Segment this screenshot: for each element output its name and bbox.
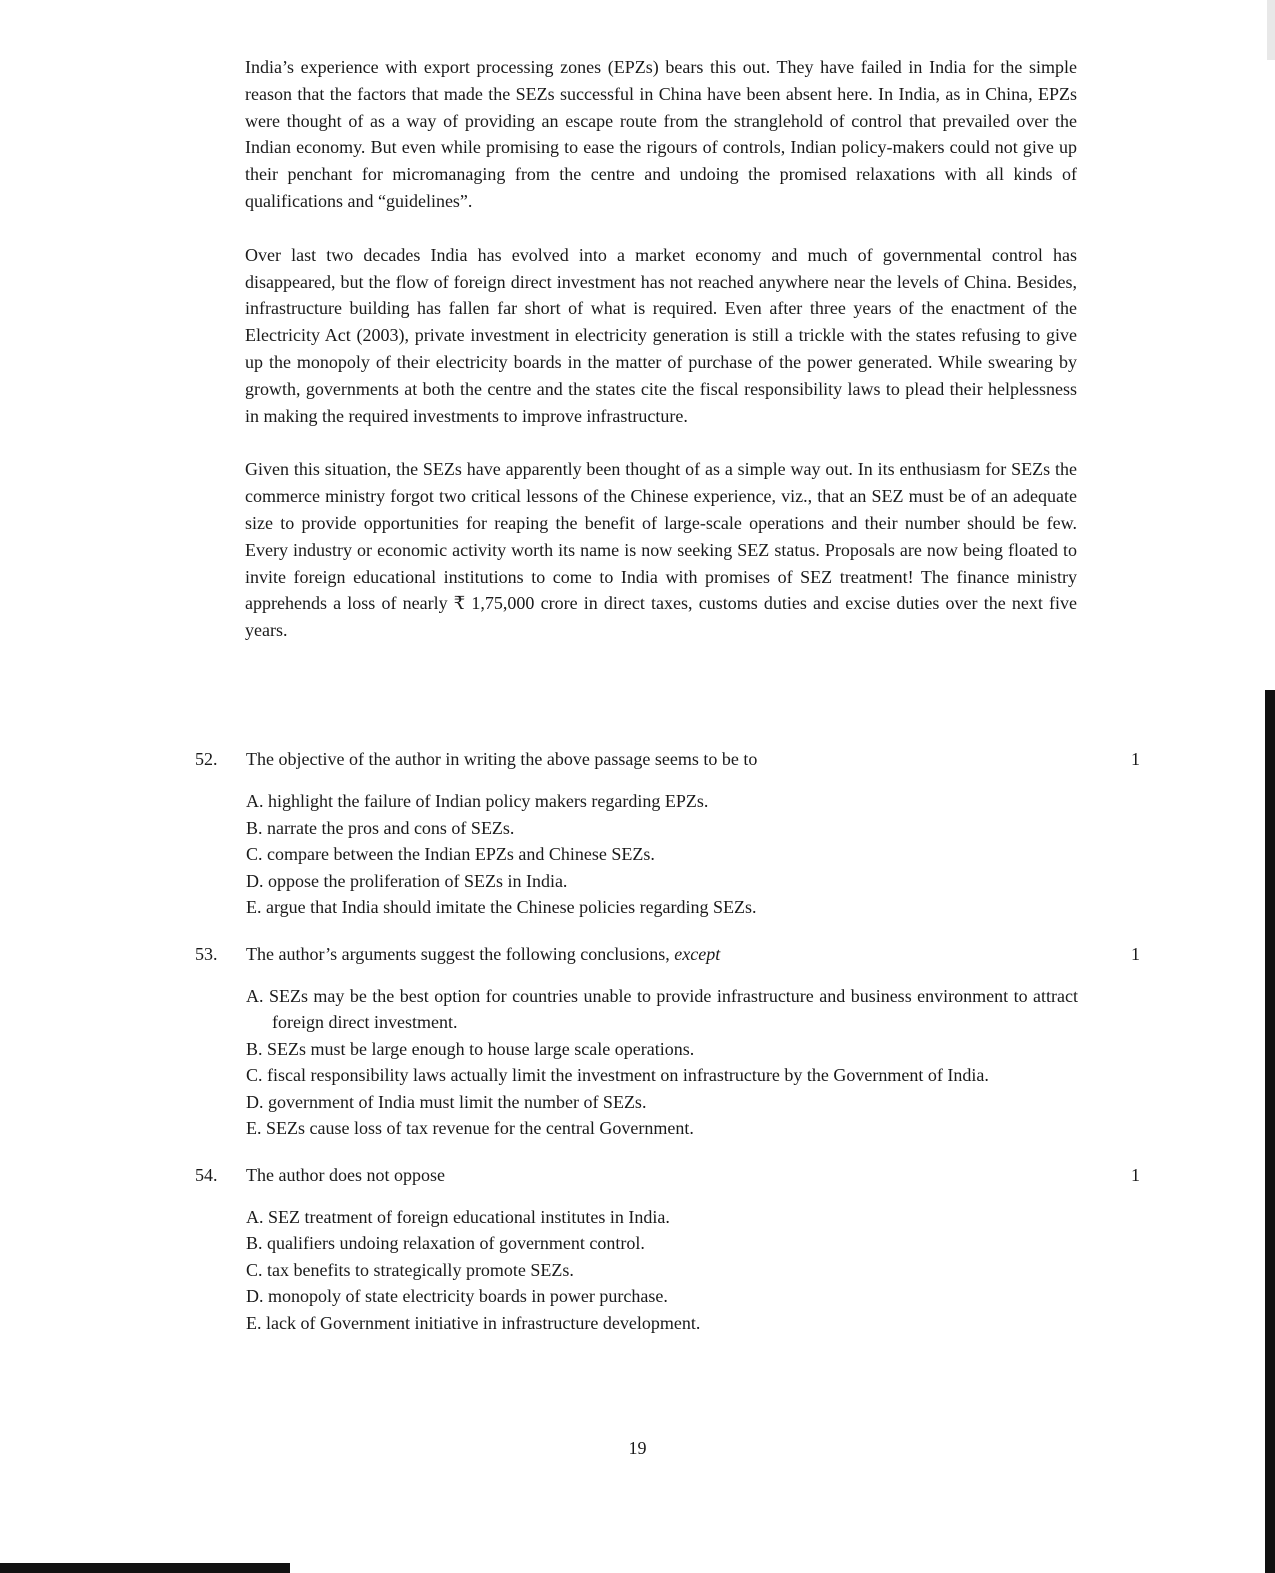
option-e: E. lack of Government initiative in infrastructure development. [246, 1312, 701, 1333]
passage-paragraph-2: Over last two decades India has evolved into a market economy and much of governmental control has disappeared, but the flow of foreign direct investment has not reached anywhere near the levels of China. Besides, infrastructure building has fallen far short of what is required. Even after three years of the enactment of the Electricity Act (2003), private investment in electricity generation is still a trickle with the states refusing to give up the monopoly of their electricity boards in the matter of purchase of the power generated. While swearing by growth, governments at both the centre and the states cite the fiscal responsibility laws to plead their helplessness in making the required investments to improve infrastructure. [245, 244, 1077, 426]
question-text: The author does not oppose [246, 1164, 445, 1185]
option-c: C. compare between the Indian EPZs and Chinese SEZs. [246, 844, 655, 864]
question-list [195, 744, 1145, 1354]
option-list [246, 983, 1078, 1142]
question-marks: 1 [1131, 1164, 1140, 1185]
question-54 [195, 1160, 1145, 1337]
question-marks: 1 [1131, 749, 1140, 769]
option-d: D. oppose the proliferation of SEZs in India. [246, 870, 568, 891]
scan-border-right [1265, 690, 1275, 1573]
option-d: D. monopoly of state electricity boards in power purchase. [246, 1286, 668, 1306]
option-b: B. qualifiers undoing relaxation of government control. [246, 1233, 645, 1253]
option-a: A. SEZs may be the best option for countries unable to provide infrastructure and business environment to attract foreign direct investment. [246, 985, 1078, 1032]
option-list [246, 788, 1078, 921]
question-text: The objective of the author in writing the above passage seems to be to [246, 749, 758, 769]
question-53 [195, 939, 1145, 1142]
passage-paragraph-1: India’s experience with export processing zones (EPZs) bears this out. They have failed in India for the simple reason that the factors that made the SEZs successful in China have been absent here. In India, as in China, EPZs were thought of as a way of providing an escape route from the stranglehold of control that prevailed over the Indian economy. But even while promising to ease the rigours of controls, Indian policy-makers could not give up their penchant for micromanaging from the centre and undoing the promised relaxations with all kinds of qualifications and “guidelines”. [245, 57, 1077, 211]
passage-paragraph-3: Given this situation, the SEZs have apparently been thought of as a simple way out. In its enthusiasm for SEZs the commerce ministry forgot two critical lessons of the Chinese experience, viz., that an SEZ must be of an adequate size to provide opportunities for reaping the benefit of large-scale operations and their number should be few. Every industry or economic activity worth its name is now seeking SEZ status. Proposals are now being floated to invite foreign educational institutions to come to India with promises of SEZ treatment! The finance ministry apprehends a loss of nearly ₹ 1,75,000 crore in direct taxes, customs duties and excise duties over the next five years. [245, 459, 1077, 641]
question-text: The author’s arguments suggest the following conclusions, except [246, 943, 721, 964]
option-e: E. SEZs cause loss of tax revenue for the central Government. [246, 1118, 694, 1138]
option-a: A. highlight the failure of Indian policy makers regarding EPZs. [246, 791, 709, 811]
option-a: A. SEZ treatment of foreign educational institutes in India. [246, 1206, 670, 1227]
option-list [246, 1204, 1078, 1337]
option-b: B. narrate the pros and cons of SEZs. [246, 817, 515, 838]
question-marks: 1 [1131, 943, 1140, 964]
option-d: D. government of India must limit the number of SEZs. [246, 1091, 647, 1112]
question-emphasis: except [674, 943, 721, 964]
option-c: C. tax benefits to strategically promote SEZs. [246, 1259, 574, 1280]
option-e: E. argue that India should imitate the Chinese policies regarding SEZs. [246, 897, 757, 917]
question-number: 54. [195, 1164, 218, 1185]
scan-border-top-right [1267, 0, 1275, 60]
question-52 [195, 744, 1145, 921]
question-number: 53. [195, 943, 218, 964]
question-number: 52. [195, 749, 218, 769]
option-c: C. fiscal responsibility laws actually limit the investment on infrastructure by the Government of India. [246, 1065, 989, 1085]
reading-passage [245, 54, 1077, 671]
option-b: B. SEZs must be large enough to house large scale operations. [246, 1038, 695, 1059]
page-number: 19 [628, 1438, 647, 1458]
scan-border-bottom [0, 1563, 290, 1573]
